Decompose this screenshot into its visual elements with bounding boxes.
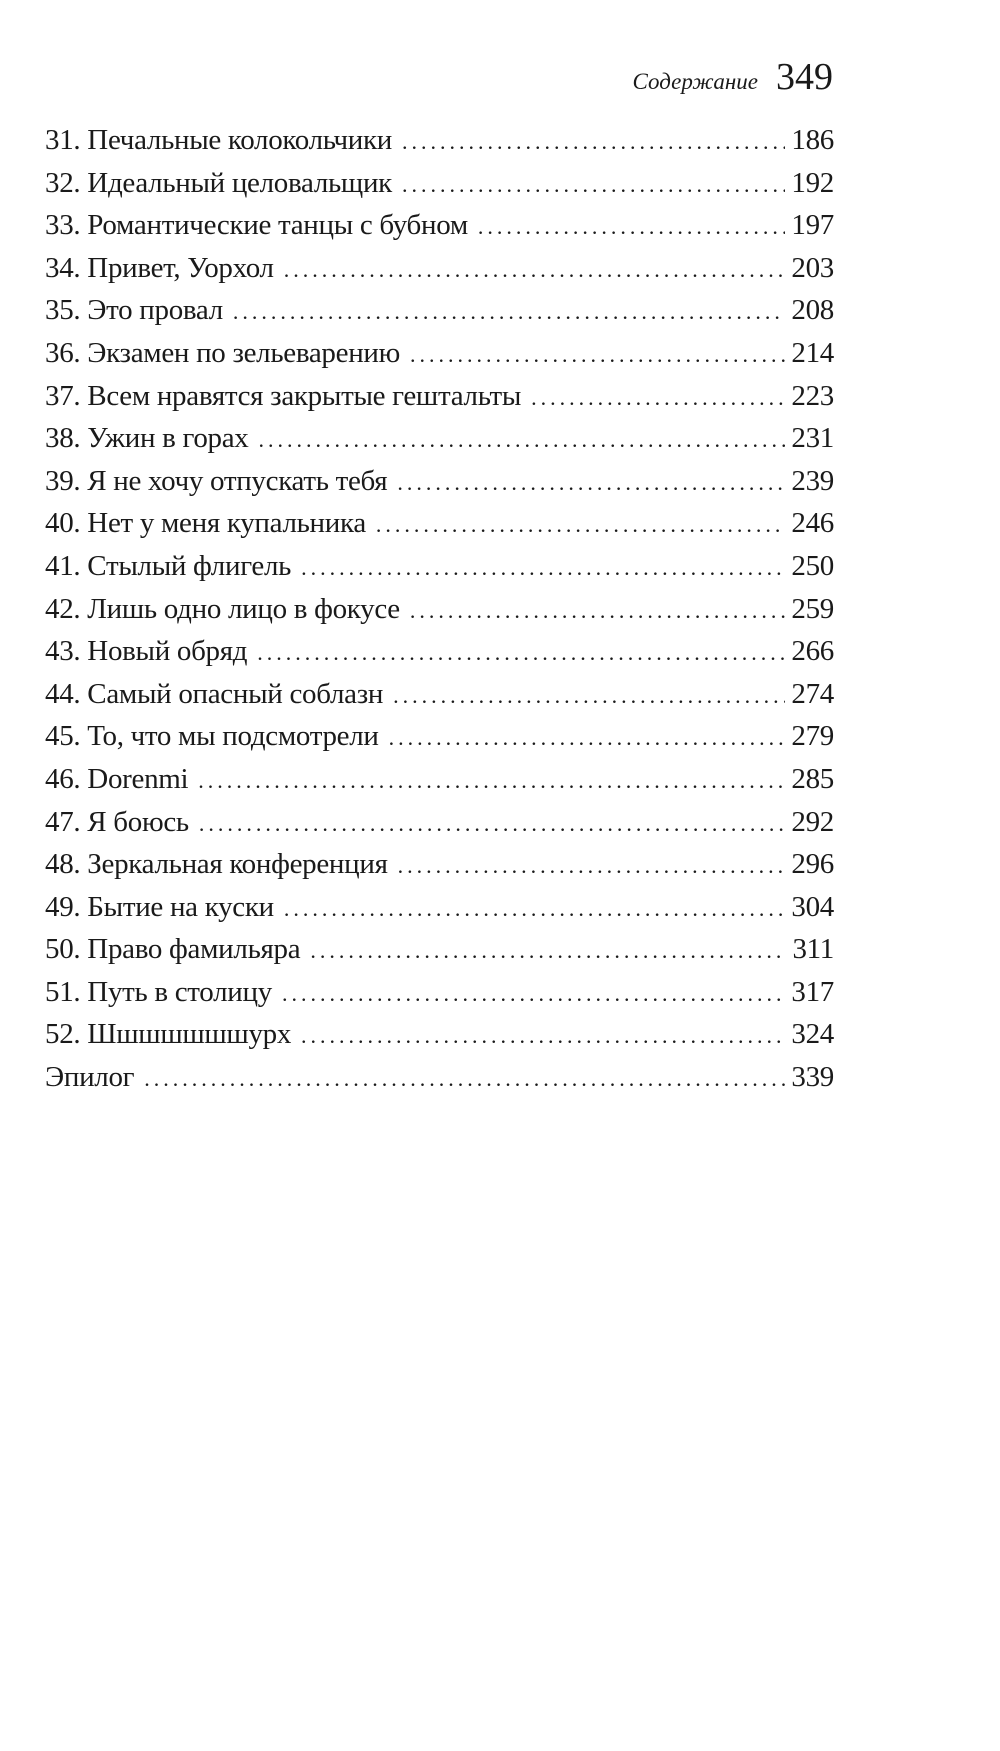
dot-leader xyxy=(301,555,785,581)
entry-title: 47. Я боюсь xyxy=(45,805,189,838)
entry-title: 45. То, что мы подсмотрели xyxy=(45,720,379,753)
dot-leader xyxy=(257,640,785,666)
toc-entry xyxy=(45,806,834,849)
toc-entry xyxy=(45,465,834,508)
entry-title: 37. Всем нравятся закрытые гештальты xyxy=(45,379,522,412)
entry-title: 52. Шшшшшшшурх xyxy=(45,1018,292,1051)
entry-title: 36. Экзамен по зельеварению xyxy=(45,336,400,369)
entry-title: 40. Нет у меня купальника xyxy=(45,507,366,540)
entry-title: 41. Стылый флигель xyxy=(45,549,292,582)
section-title: Содержание xyxy=(632,69,758,94)
toc-entry xyxy=(45,933,834,976)
entry-title: 49. Бытие на куски xyxy=(45,890,274,923)
toc-entry xyxy=(45,209,834,252)
toc-entry xyxy=(45,1018,834,1061)
entry-page: 223 xyxy=(791,379,834,412)
entry-page: 339 xyxy=(791,1061,834,1094)
dot-leader xyxy=(376,512,785,538)
dot-leader xyxy=(410,342,785,368)
toc-entry xyxy=(45,593,834,636)
toc-entry xyxy=(45,891,834,934)
dot-leader xyxy=(199,811,786,837)
dot-leader xyxy=(478,214,785,240)
entry-title: 50. Право фамильяра xyxy=(45,933,301,966)
entry-title: 31. Печальные колокольчики xyxy=(45,124,392,156)
toc-entry xyxy=(45,167,834,210)
entry-page: 317 xyxy=(791,975,834,1008)
dot-leader xyxy=(389,725,786,751)
entry-title: 42. Лишь одно лицо в фокусе xyxy=(45,592,400,625)
entry-page: 239 xyxy=(791,464,834,497)
entry-page: 259 xyxy=(791,592,834,625)
toc-entry xyxy=(45,720,834,763)
toc-entry xyxy=(45,550,834,593)
entry-title: 34. Привет, Уорхол xyxy=(45,251,274,284)
entry-title: 43. Новый обряд xyxy=(45,635,248,668)
toc-entry xyxy=(45,848,834,891)
dot-leader xyxy=(393,683,785,709)
dot-leader xyxy=(397,470,785,496)
running-header xyxy=(633,55,833,99)
entry-page: 186 xyxy=(791,124,834,156)
entry-page: 231 xyxy=(791,422,834,455)
entry-page: 246 xyxy=(791,507,834,540)
entry-title: 39. Я не хочу отпускать тебя xyxy=(45,464,388,497)
dot-leader xyxy=(198,768,785,794)
toc-entry xyxy=(45,124,834,167)
entry-title: 38. Ужин в горах xyxy=(45,422,249,455)
toc-entry xyxy=(45,507,834,550)
dot-leader xyxy=(410,598,786,624)
toc-entry xyxy=(45,337,834,380)
entry-page: 279 xyxy=(791,720,834,753)
entry-title: 32. Идеальный целовальщик xyxy=(45,166,392,199)
entry-title: 48. Зеркальная конференция xyxy=(45,848,388,881)
toc-entry xyxy=(45,678,834,721)
entry-page: 304 xyxy=(791,890,834,923)
page-number: 349 xyxy=(776,56,833,98)
dot-leader xyxy=(259,427,786,453)
entry-page: 311 xyxy=(792,933,834,966)
entry-page: 203 xyxy=(791,251,834,284)
entry-title: Эпилог xyxy=(45,1061,135,1094)
toc-entry xyxy=(45,252,834,295)
entry-title: 35. Это провал xyxy=(45,294,223,327)
entry-page: 266 xyxy=(791,635,834,668)
entry-title: 51. Путь в столицу xyxy=(45,975,272,1008)
dot-leader xyxy=(301,1023,785,1049)
toc-entry xyxy=(45,763,834,806)
dot-leader xyxy=(398,853,786,879)
toc-entry xyxy=(45,976,834,1019)
dot-leader xyxy=(402,172,785,198)
entry-title: 46. Dorenmi xyxy=(45,762,189,795)
entry-page: 296 xyxy=(791,848,834,881)
entry-page: 292 xyxy=(791,805,834,838)
entry-page: 324 xyxy=(791,1018,834,1051)
entry-page: 214 xyxy=(791,336,834,369)
entry-title: 44. Самый опасный соблазн xyxy=(45,677,384,710)
dot-leader xyxy=(310,938,786,964)
dot-leader xyxy=(233,299,785,325)
entry-page: 274 xyxy=(791,677,834,710)
toc-entry xyxy=(45,635,834,678)
dot-leader xyxy=(282,981,785,1007)
dot-leader xyxy=(144,1066,785,1092)
dot-leader xyxy=(402,129,785,155)
dot-leader xyxy=(284,257,786,283)
toc-entry xyxy=(45,294,834,337)
entry-title: 33. Романтические танцы с бубном xyxy=(45,209,468,242)
table-of-contents xyxy=(45,124,834,1104)
entry-page: 192 xyxy=(791,166,834,199)
toc-entry xyxy=(45,422,834,465)
dot-leader xyxy=(531,385,785,411)
toc-entry xyxy=(45,1061,834,1104)
entry-page: 208 xyxy=(791,294,834,327)
entry-page: 197 xyxy=(791,209,834,242)
entry-page: 285 xyxy=(791,762,834,795)
dot-leader xyxy=(284,896,786,922)
toc-entry xyxy=(45,380,834,423)
entry-page: 250 xyxy=(791,549,834,582)
